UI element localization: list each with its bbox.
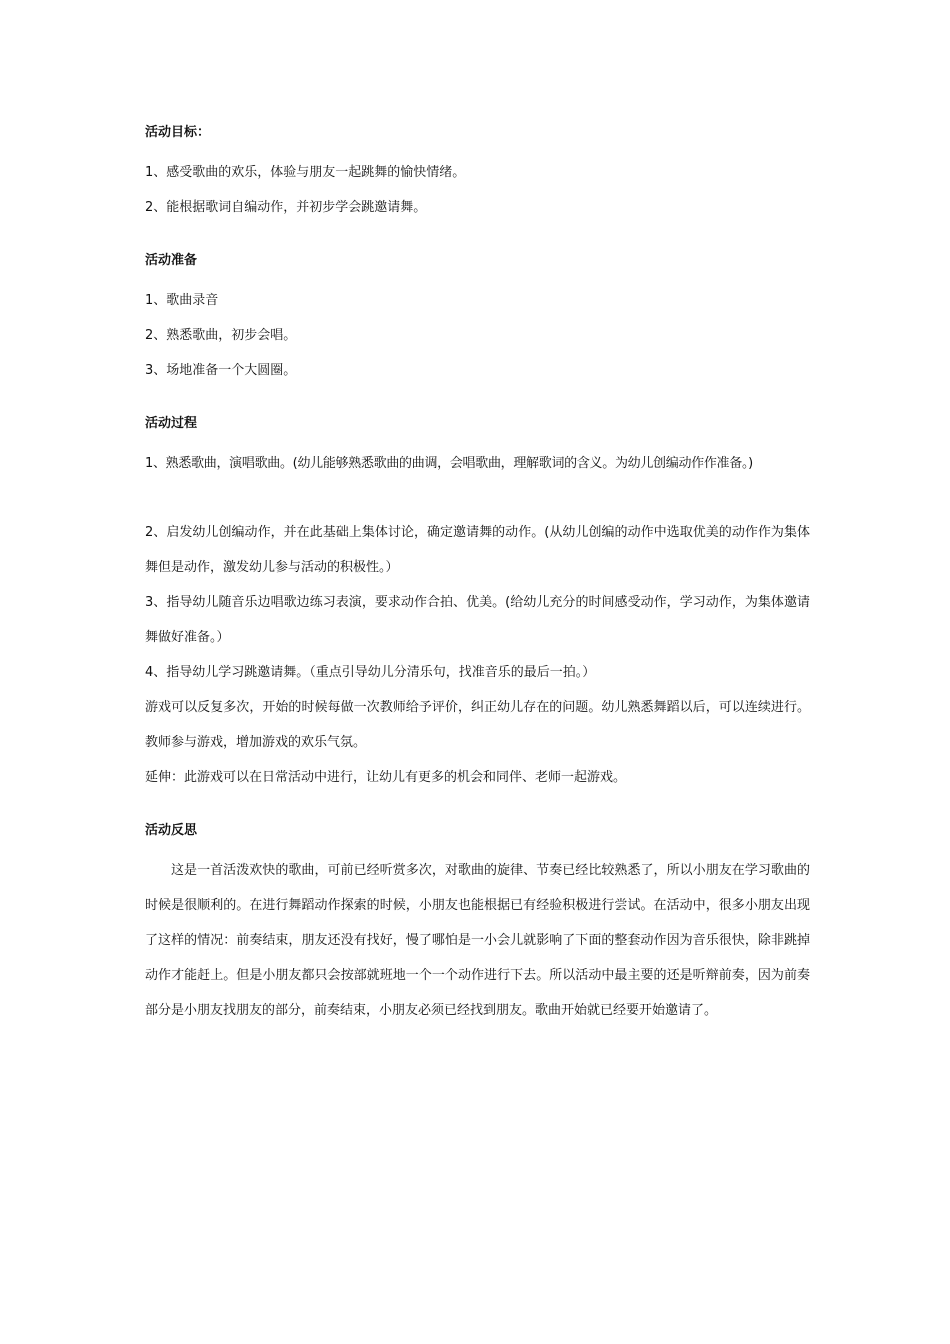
- prep-heading: 活动准备: [145, 253, 198, 268]
- document-page: [145, 123, 810, 1028]
- process-heading: 活动过程: [145, 416, 198, 431]
- goal-item-2: 2、能根据歌词自编动作，并初步学会跳邀请舞。: [145, 200, 427, 215]
- process-game-note: 游戏可以反复多次，开始的时候每做一次教师给予评价，纠正幼儿存在的问题。幼儿熟悉舞蹈以后，可以连续进行。教师参与游戏，增加游戏的欢乐气氛。: [145, 700, 810, 750]
- process-extension: 延伸：此游戏可以在日常活动中进行，让幼儿有更多的机会和同伴、老师一起游戏。: [145, 770, 627, 785]
- reflection-heading: 活动反思: [145, 823, 198, 838]
- process-step-2: 2、启发幼儿创编动作，并在此基础上集体讨论，确定邀请舞的动作。(从幼儿创编的动作中选取优美的动作作为集体舞但是动作，激发幼儿参与活动的积极性。）: [145, 525, 810, 575]
- goal-item-1: 1、感受歌曲的欢乐，体验与朋友一起跳舞的愉快情绪。: [145, 165, 466, 180]
- prep-item-1: 1、歌曲录音: [145, 293, 219, 308]
- process-step-1: 1、熟悉歌曲，演唱歌曲。(幼儿能够熟悉歌曲的曲调，会唱歌曲，理解歌词的含义。为幼儿创编动作作准备。): [145, 456, 753, 471]
- process-step-3: 3、指导幼儿随音乐边唱歌边练习表演，要求动作合拍、优美。(给幼儿充分的时间感受动作，学习动作，为集体邀请舞做好准备。）: [145, 595, 810, 645]
- goals-heading: 活动目标：: [145, 125, 211, 140]
- prep-item-3: 3、场地准备一个大圆圈。: [145, 363, 297, 378]
- reflection-text: 这是一首活泼欢快的歌曲，可前已经听赏多次，对歌曲的旋律、节奏已经比较熟悉了，所以小朋友在学习歌曲的时候是很顺利的。在进行舞蹈动作探索的时候，小朋友也能根据已有经验积极进行尝试。在活动中，很多小朋友出现了这样的情况：前奏结束，朋友还没有找好，慢了哪怕是一小会儿就影响了下面的整套动作因为音乐很快，除非跳掉动作才能赶上。但是小朋友都只会按部就班地一个一个动作进行下去。所以活动中最主要的还是听辩前奏，因为前奏部分是小朋友找朋友的部分，前奏结束，小朋友必须已经找到朋友。歌曲开始就已经要开始邀请了。: [145, 863, 810, 1018]
- process-step-4: 4、指导幼儿学习跳邀请舞。（重点引导幼儿分清乐句，找准音乐的最后一拍。）: [145, 665, 596, 680]
- prep-item-2: 2、熟悉歌曲，初步会唱。: [145, 328, 297, 343]
